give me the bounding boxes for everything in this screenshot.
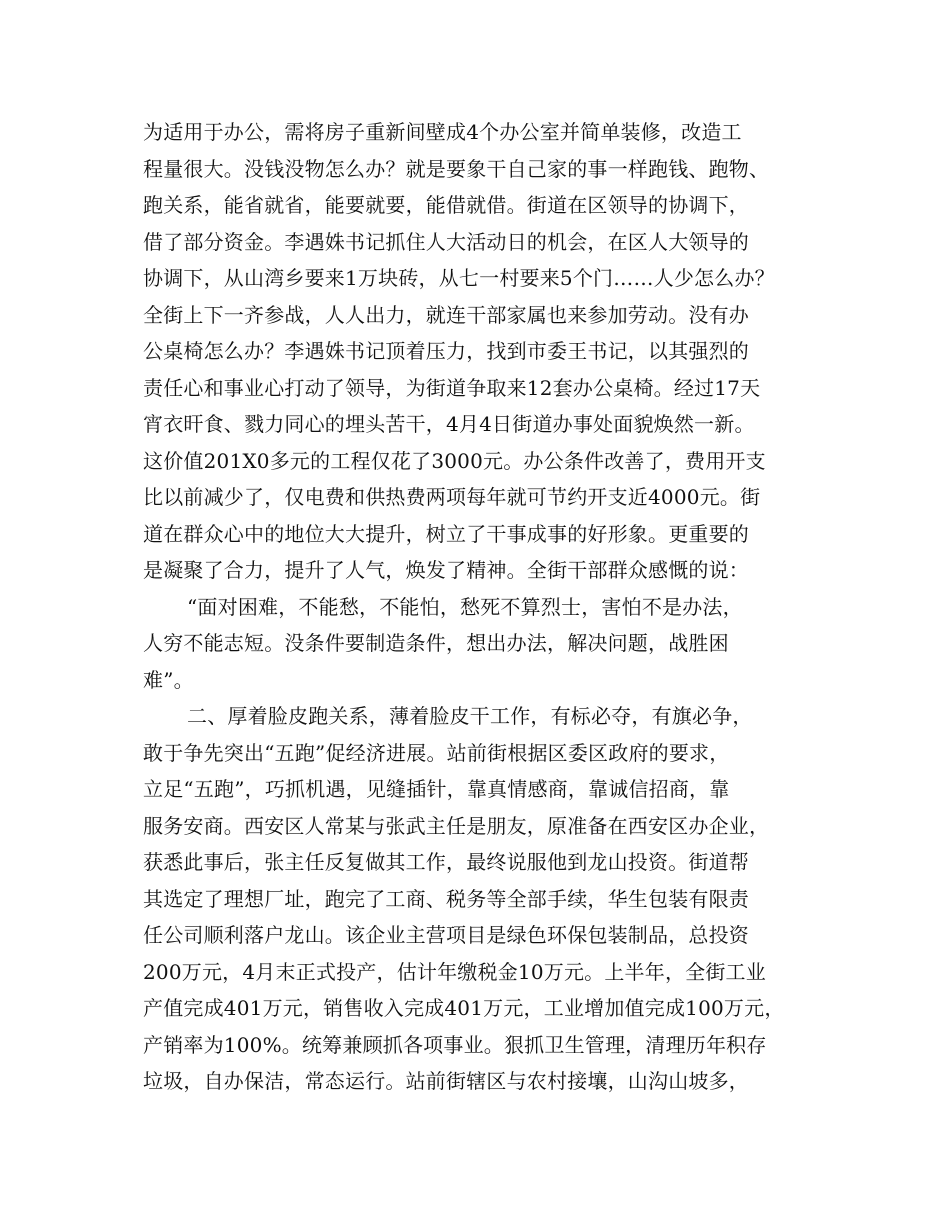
text-line: 宵衣旰食、戮力同心的埋头苦干，4月4日街道办事处面貌焕然一新。 [143, 412, 755, 436]
text-line: 垃圾，自办保洁，常态运行。站前街辖区与农村接壤，山沟山坡多， [143, 1069, 749, 1093]
text-line: 产值完成401万元，销售收入完成401万元，工业增加值完成100万元， [143, 996, 785, 1020]
section-heading-line: 二、厚着脸皮跑关系，薄着脸皮干工作，有标必夺，有旗必争， [187, 704, 753, 728]
quote-line: 难”。 [143, 667, 194, 692]
text-line: 其选定了理想厂址，跑完了工商、税务等全部手续，华生包装有限责 [143, 886, 749, 911]
body-text [143, 114, 833, 1100]
text-line: 服务安商。西安区人常某与张武主任是朋友，原准备在西安区办企业， [143, 813, 770, 838]
text-line: 200万元，4月末正式投产，估计年缴税金10万元。上半年，全街工业 [143, 959, 766, 984]
text-line: 立足“五跑”，巧抓机遇，见缝插针，靠真情感商，靠诚信招商，靠 [143, 777, 730, 801]
text-line: 这价值201X0多元的工程仅花了3000元。办公条件改善了，费用开支 [143, 448, 766, 473]
text-line: 产销率为100%。统筹兼顾抓各项事业。狠抓卫生管理，清理历年积存 [143, 1032, 767, 1057]
text-line: 跑关系，能省就省，能要就要，能借就借。街道在区领导的协调下， [143, 193, 749, 217]
text-line: 全街上下一齐参战，人人出力，就连干部家属也来参加劳动。没有办 [143, 302, 749, 327]
text-line: 是凝聚了合力，提升了人气，焕发了精神。全街干部群众感慨的说： [143, 558, 749, 582]
quote-line: 人穷不能志短。没条件要制造条件，想出办法，解决问题，战胜困 [143, 631, 729, 655]
text-line: 比以前减少了，仅电费和供热费两项每年就可节约开支近4000元。街 [143, 485, 761, 509]
text-line: 责任心和事业心打动了领导，为街道争取来12套办公桌椅。经过17天 [143, 375, 761, 400]
text-line: 获悉此事后，张主任反复做其工作，最终说服他到龙山投资。街道帮 [143, 850, 749, 874]
text-line: 任公司顺利落户龙山。该企业主营项目是绿色环保包装制品，总投资 [143, 923, 749, 947]
text-line: 公桌椅怎么办？李遇姝书记顶着压力，找到市委王书记，以其强烈的 [143, 339, 749, 363]
quote-line: “面对困难，不能愁，不能怕，愁死不算烈士，害怕不是办法， [187, 594, 743, 619]
text-line: 为适用于办公，需将房子重新间壁成4个办公室并简单装修，改造工 [143, 120, 742, 144]
text-line: 敢于争先突出“五跑”促经济进展。站前街根据区委区政府的要求， [143, 740, 730, 765]
text-line: 道在群众心中的地位大大提升，树立了干事成事的好形象。更重要的 [143, 521, 749, 546]
text-line: 借了部分资金。李遇姝书记抓住人大活动日的机会，在区人大领导的 [143, 229, 749, 254]
text-line: 协调下，从山湾乡要来1万块砖，从七一村要来5个门……人少怎么办？ [143, 266, 775, 290]
text-line: 程量很大。没钱没物怎么办？就是要象干自己家的事一样跑钱、跑物、 [143, 156, 770, 181]
